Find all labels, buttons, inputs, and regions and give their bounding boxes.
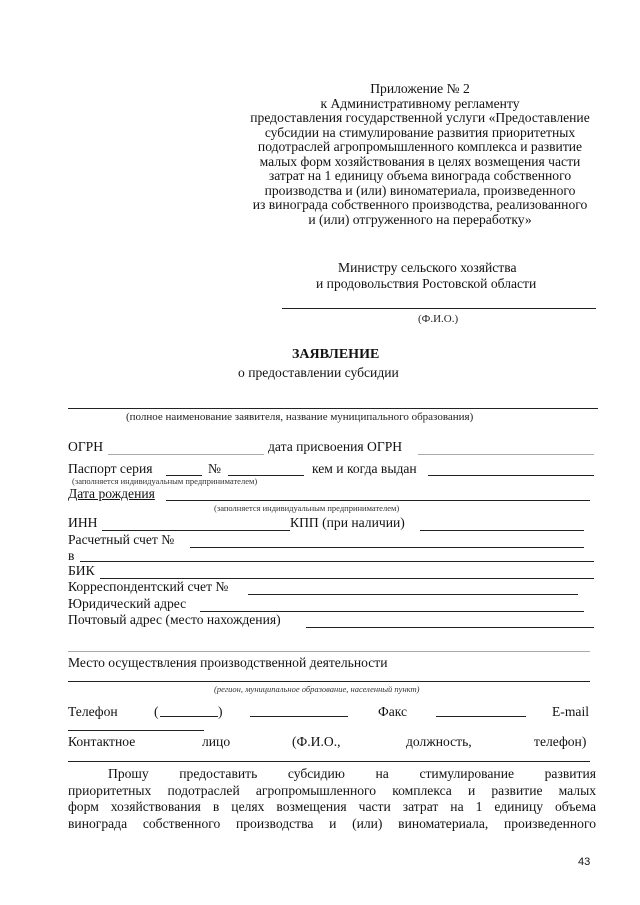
recipient-line: и продовольствия Ростовской области (316, 276, 537, 291)
appendix-line: производства и (или) виноматериала, произведенного (264, 182, 576, 198)
page-number: 43 (578, 856, 591, 868)
activity-place-label: Место осуществления производственной деятельности (68, 655, 388, 670)
appendix-line: подотраслей агропромышленного комплекса и развитие (257, 139, 583, 154)
passport-issued-label: кем и когда выдан (312, 461, 417, 476)
passport-series-label: Паспорт серия (68, 461, 153, 476)
ip-note: (заполняется индивидуальным предпринимателем) (214, 503, 400, 513)
birth-date-label: Дата рождения (68, 486, 155, 501)
fax-field[interactable] (436, 716, 526, 717)
birth-date-field[interactable] (166, 500, 590, 501)
email-field[interactable] (68, 730, 204, 731)
activity-place-field[interactable] (68, 681, 590, 682)
ogrn-date-field[interactable] (418, 454, 594, 455)
phone-code-close: ) (218, 704, 223, 719)
fax-label: Факс (378, 704, 408, 719)
document-title: ЗАЯВЛЕНИЕ (292, 347, 380, 362)
ogrn-field[interactable] (108, 454, 264, 455)
ogrn-label: ОГРН (68, 439, 104, 454)
phone-number-field[interactable] (250, 716, 348, 717)
postal-address-label: Почтовый адрес (место нахождения) (68, 612, 281, 627)
inn-label: ИНН (68, 515, 98, 530)
corr-account-field[interactable] (248, 594, 578, 595)
ogrn-date-label: дата присвоения ОГРН (268, 439, 403, 454)
document-subtitle: о предоставлении субсидии (238, 365, 399, 380)
phone-code-field[interactable] (160, 716, 218, 717)
phone-code-open: ( (154, 704, 159, 719)
activity-caption: (регион, муниципальное образование, населенный пункт) (214, 684, 420, 694)
ip-note: (заполняется индивидуальным предпринимателем) (72, 476, 258, 486)
passport-issued-field[interactable] (428, 475, 594, 476)
fio-caption: (Ф.И.О.) (418, 313, 459, 325)
appendix-line: предоставления государственной услуги «Предоставление (250, 110, 590, 125)
passport-number-label: № (208, 461, 221, 476)
contact-word: (Ф.И.О., (292, 734, 341, 749)
fio-line[interactable] (282, 308, 596, 309)
bank-field[interactable] (80, 561, 594, 562)
appendix-line: Приложение № 2 (370, 81, 470, 96)
account-label: Расчетный счет № (68, 532, 175, 547)
postal-address-field[interactable] (306, 627, 594, 628)
postal-address-continuation[interactable] (68, 651, 590, 652)
kpp-field[interactable] (420, 530, 584, 531)
appendix-line: из винограда собственного производства, реализованного (252, 197, 588, 212)
applicant-name-field[interactable] (68, 408, 598, 409)
appendix-line: субсидии на стимулирование развития приоритетных (264, 124, 576, 140)
inn-field[interactable] (102, 530, 290, 531)
recipient-line: Министру сельского хозяйства (338, 260, 517, 275)
request-line: форм хозяйствования в целях возмещения части затрат на 1 единицу объема (68, 799, 596, 814)
appendix-line: и (или) отгруженного на переработку» (308, 211, 532, 227)
request-line: Прошу предоставить субсидию на стимулирование развития (108, 766, 596, 781)
request-line: винограда собственного производства и (или) виноматериала, произведенного (68, 815, 596, 831)
contact-word: лицо (202, 734, 231, 749)
legal-address-label: Юридический адрес (68, 596, 187, 611)
bik-label: БИК (68, 563, 95, 578)
email-label: E-mail (552, 704, 589, 719)
applicant-caption: (полное наименование заявителя, название муниципального образования) (126, 411, 474, 423)
account-field[interactable] (190, 547, 584, 548)
contact-word: должность, (406, 734, 472, 749)
corr-account-label: Корреспондентский счет № (68, 579, 229, 594)
bank-label: в (68, 548, 75, 563)
contact-word: телефон) (534, 734, 587, 749)
contact-word: Контактное (68, 734, 136, 749)
appendix-line: малых форм хозяйствования в целях возмещения части (259, 153, 581, 169)
kpp-label: КПП (при наличии) (290, 515, 405, 530)
phone-label: Телефон (68, 704, 118, 719)
appendix-header (170, 82, 640, 227)
request-paragraph (68, 766, 596, 832)
appendix-line: к Административному регламенту (320, 95, 520, 111)
contact-person-field[interactable] (68, 761, 590, 762)
appendix-line: затрат на 1 единицу объема винограда собственного (268, 168, 572, 183)
request-line: приоритетных подотраслей агропромышленного комплекса и развитие малых (68, 782, 596, 798)
